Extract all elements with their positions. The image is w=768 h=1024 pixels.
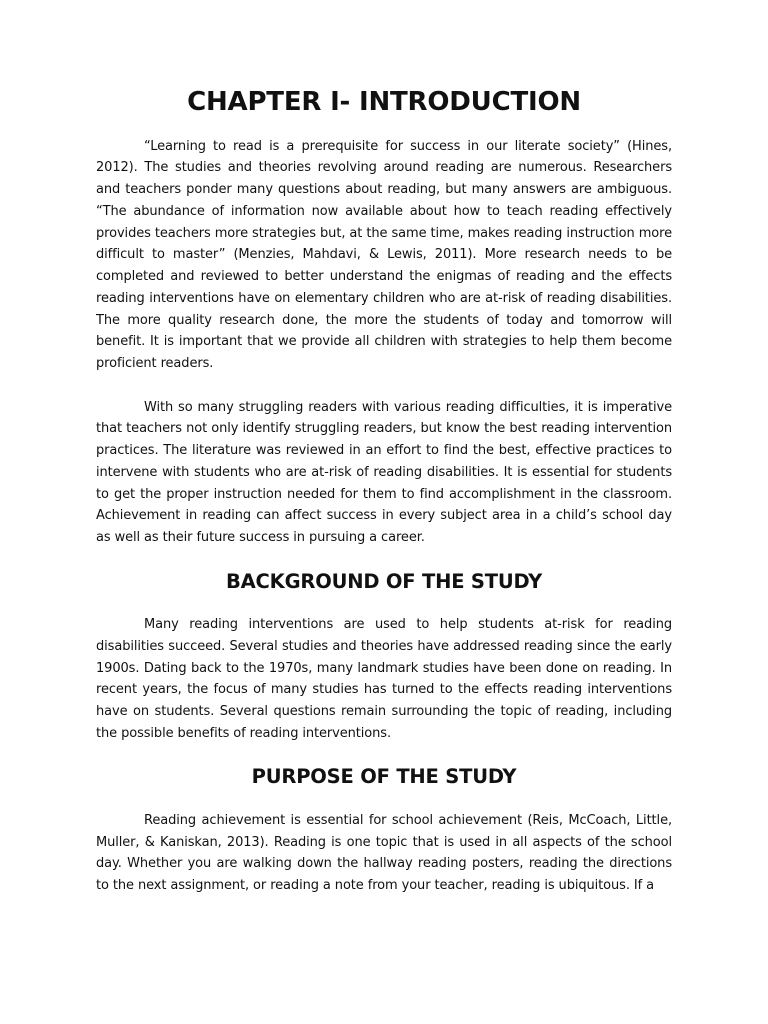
spacer <box>96 375 672 397</box>
intro-paragraph-2: With so many struggling readers with various reading difficulties, it is imperative that teachers not only identify struggling readers, but know the best reading intervention practices. The literature was reviewed in an effort to find the best, effective practices to intervene with students who are at-risk of reading disabilities. It is essential for students to get the proper instruction needed for them to find accomplishment in the classroom. Achievement in reading can affect success in every subject area in a child’s school day as well as their future success in pursuing a career. <box>96 399 672 545</box>
spacer <box>96 745 672 767</box>
intro-paragraph-1: “Learning to read is a prerequisite for success in our literate society” (Hines, 2012). The studies and theories revolving around reading are numerous. Researchers and teachers ponder many questions about reading, but many answers are ambiguous. “The abundance of information now available about how to teach reading effectively provides teachers more strategies but, at the same time, makes reading instruction more difficult to master” (Menzies, Mahdavi, & Lewis, 2011). More research needs to be completed and reviewed to better understand the enigmas of reading and the effects reading interventions have on elementary children who are at-risk of reading disabilities. The more quality research done, the more the students of today and tomorrow will benefit. It is important that we provide all children with strategies to help them become proficient readers. <box>96 138 672 371</box>
background-heading: BACKGROUND OF THE STUDY <box>226 569 542 593</box>
spacer <box>96 788 672 810</box>
spacer <box>96 549 672 571</box>
purpose-paragraph: Reading achievement is essential for school achievement (Reis, McCoach, Little, Muller, & Kaniskan, 2013). Reading is one topic that is used in all aspects of the school day. Whether you are walking down the hallway reading posters, reading the directions to the next assignment, or reading a note from your teacher, reading is ubiquitous. If a <box>96 812 672 893</box>
spacer <box>96 114 672 136</box>
document-page <box>96 87 672 897</box>
spacer <box>96 592 672 614</box>
purpose-heading: PURPOSE OF THE STUDY <box>251 765 517 789</box>
chapter-heading: CHAPTER I- INTRODUCTION <box>187 87 581 117</box>
background-paragraph: Many reading interventions are used to help students at-risk for reading disabilities succeed. Several studies and theories have addressed reading since the early 1900s. Dating back to the 1970s, many landmark studies have been done on reading. In recent years, the focus of many studies has turned to the effects reading interventions have on students. Several questions remain surrounding the topic of reading, including the possible benefits of reading interventions. <box>96 617 672 741</box>
